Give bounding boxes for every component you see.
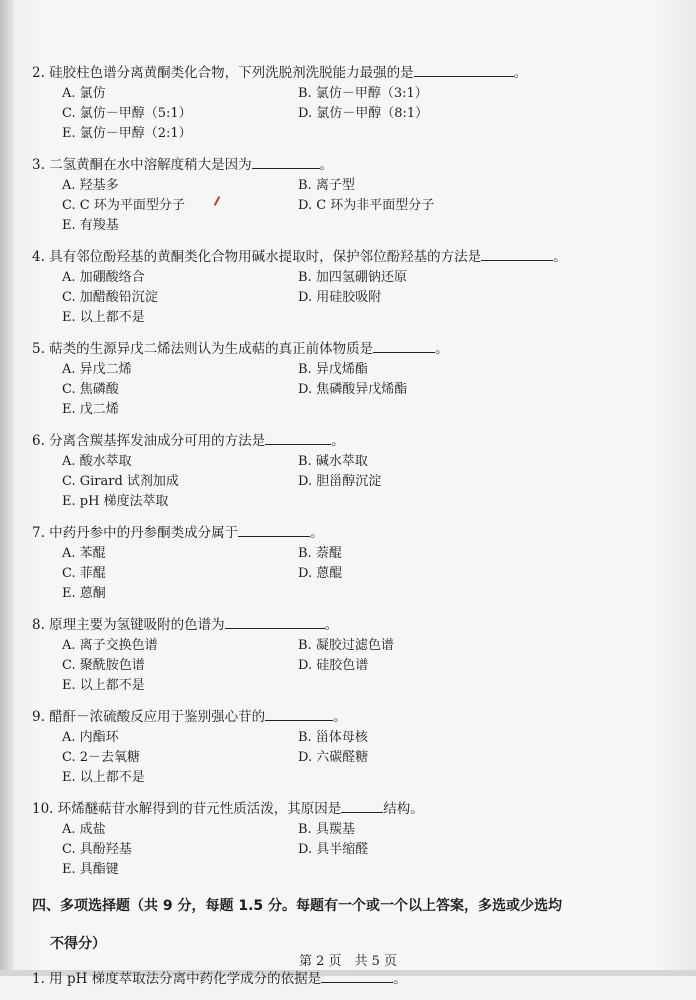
option-c: C. Girard 试剂加成: [62, 474, 179, 489]
option-d: D. 胆甾醇沉淀: [298, 474, 382, 489]
answer-blank: [414, 62, 514, 77]
options: [62, 84, 672, 144]
option-a: A. 离子交换色谱: [62, 638, 158, 653]
options: [62, 268, 672, 328]
answer-blank: [238, 522, 310, 537]
question-stem: 1. 用 pH 梯度萃取法分离中药化学成分的依据是: [32, 971, 322, 987]
question-list: [32, 62, 672, 1000]
options: [62, 544, 672, 604]
answer-blank: [225, 614, 325, 629]
option-e: E. 戊二烯: [62, 402, 119, 417]
option-c: C. 加醋酸铅沉淀: [62, 290, 158, 305]
question-9: 9. 醋酐－浓硫酸反应用于鉴别强心苷的 。 A. 内酯环 B. 甾体母核 C. 2－去氧糖 D. 六碳醛糖 E. 以上都不是: [32, 706, 672, 788]
option-a: A. 异戊二烯: [62, 362, 132, 377]
option-d: D. C 环为非平面型分子: [298, 198, 435, 213]
answer-blank: [265, 706, 333, 721]
scan-edge-left: [0, 0, 14, 976]
option-c: C. 焦磷酸: [62, 382, 119, 397]
option-a: A. 成盐: [62, 822, 106, 837]
question-7: 7. 中药丹参中的丹参酮类成分属于 。 A. 苯醌 B. 萘醌 C. 菲醌 D. 蒽醌 E. 蒽酮: [32, 522, 672, 604]
option-e: E. 氯仿－甲醇（2:1）: [62, 126, 192, 141]
option-e: E. 有羧基: [62, 218, 119, 233]
question-2: 2. 硅胶柱色谱分离黄酮类化合物，下列洗脱剂洗脱能力最强的是 。 A. 氯仿 B. 氯仿－甲醇（3:1） C. 氯仿－甲醇（5:1） D. 氯仿－甲醇（8:1） E. 氯仿－甲醇（2:1）: [32, 62, 672, 144]
section-heading-continued: 不得分）: [50, 936, 106, 952]
option-b: B. 离子型: [298, 178, 355, 193]
option-d: D. 焦磷酸异戊烯酯: [298, 382, 408, 397]
option-a: A. 内酯环: [62, 730, 119, 745]
question-stem: 9. 醋酐－浓硫酸反应用于鉴别强心苷的: [32, 709, 266, 725]
option-e: E. pH 梯度法萃取: [62, 494, 169, 509]
page-footer: 第 2 页 共 5 页: [298, 954, 398, 969]
answer-blank: [252, 154, 320, 169]
option-b: B. 甾体母核: [298, 730, 368, 745]
answer-blank: [481, 246, 553, 261]
option-e: E. 具酯键: [62, 862, 119, 877]
options: [62, 728, 672, 788]
multi-question-1: 1. 用 pH 梯度萃取法分离中药化学成分的依据是 。: [32, 968, 672, 990]
question-5: 5. 萜类的生源异戊二烯法则认为生成萜的真正前体物质是 。 A. 异戊二烯 B. 异戊烯酯 C. 焦磷酸 D. 焦磷酸异戊烯酯 E. 戊二烯: [32, 338, 672, 420]
question-stem: 4. 具有邻位酚羟基的黄酮类化合物用碱水提取时，保护邻位酚羟基的方法是: [32, 249, 482, 265]
option-d: D. 蒽醌: [298, 566, 343, 581]
option-b: B. 凝胶过滤色谱: [298, 638, 394, 653]
option-e: E. 以上都不是: [62, 770, 145, 785]
question-stem: 7. 中药丹参中的丹参酮类成分属于: [32, 525, 239, 541]
section-heading: 四、多项选择题（共 9 分，每题 1.5 分。每题有一个或一个以上答案，多选或少选均: [32, 898, 563, 914]
question-stem: 2. 硅胶柱色谱分离黄酮类化合物，下列洗脱剂洗脱能力最强的是: [32, 65, 414, 81]
question-stem: 3. 二氢黄酮在水中溶解度稍大是因为: [32, 157, 252, 173]
option-b: B. 萘醌: [298, 546, 342, 561]
option-a: A. 加硼酸络合: [62, 270, 145, 285]
option-d: D. 氯仿－甲醇（8:1）: [298, 106, 429, 121]
option-b: B. 碱水萃取: [298, 454, 368, 469]
option-a: A. 羟基多: [62, 178, 119, 193]
option-c: C. C 环为平面型分子: [62, 198, 185, 213]
option-b: B. 氯仿－甲醇（3:1）: [298, 86, 428, 101]
question-stem: 8. 原理主要为氢键吸附的色谱为: [32, 617, 225, 633]
option-c: C. 具酚羟基: [62, 842, 132, 857]
question-4: 4. 具有邻位酚羟基的黄酮类化合物用碱水提取时，保护邻位酚羟基的方法是 。 A. 加硼酸络合 B. 加四氢硼钠还原 C. 加醋酸铅沉淀 D. 用硅胶吸附 E. 以上都不是: [32, 246, 672, 328]
question-stem: 5. 萜类的生源异戊二烯法则认为生成萜的真正前体物质是: [32, 341, 374, 357]
option-a: A. 酸水萃取: [62, 454, 132, 469]
question-8: 8. 原理主要为氢键吸附的色谱为 。 A. 离子交换色谱 B. 凝胶过滤色谱 C. 聚酰胺色谱 D. 硅胶色谱 E. 以上都不是: [32, 614, 672, 696]
option-e: E. 以上都不是: [62, 678, 145, 693]
option-b: B. 加四氢硼钠还原: [298, 270, 407, 285]
question-6: 6. 分离含羰基挥发油成分可用的方法是 。 A. 酸水萃取 B. 碱水萃取 C. Girard 试剂加成 D. 胆甾醇沉淀 E. pH 梯度法萃取: [32, 430, 672, 512]
option-d: D. 具半缩醛: [298, 842, 369, 857]
answer-blank: [373, 338, 435, 353]
answer-blank: [265, 430, 331, 445]
option-b: B. 具羰基: [298, 822, 355, 837]
answer-blank: [341, 798, 383, 813]
question-stem: 10. 环烯醚萜苷水解得到的苷元性质活泼，其原因是: [32, 801, 342, 817]
option-d: D. 六碳醛糖: [298, 750, 369, 765]
options: [62, 636, 672, 696]
option-e: E. 蒽酮: [62, 586, 106, 601]
option-d: D. 用硅胶吸附: [298, 290, 382, 305]
option-c: C. 2－去氧糖: [62, 750, 141, 765]
option-b: B. 异戊烯酯: [298, 362, 368, 377]
option-a: A. 氯仿: [62, 86, 106, 101]
options: [62, 452, 672, 512]
options: [62, 360, 672, 420]
options: [62, 820, 672, 880]
option-e: E. 以上都不是: [62, 310, 145, 325]
question-10: 10. 环烯醚萜苷水解得到的苷元性质活泼，其原因是 结构。 A. 成盐 B. 具羰基 C. 具酚羟基 D. 具半缩醛 E. 具酯键: [32, 798, 672, 880]
option-c: C. 氯仿－甲醇（5:1）: [62, 106, 192, 121]
question-3: 3. 二氢黄酮在水中溶解度稍大是因为 。 A. 羟基多 B. 离子型 C. C 环为平面型分子 D. C 环为非平面型分子 E. 有羧基: [32, 154, 672, 236]
option-a: A. 苯醌: [62, 546, 106, 561]
option-c: C. 菲醌: [62, 566, 106, 581]
options: [62, 176, 672, 236]
question-stem: 6. 分离含羰基挥发油成分可用的方法是: [32, 433, 266, 449]
option-d: D. 硅胶色谱: [298, 658, 369, 673]
option-c: C. 聚酰胺色谱: [62, 658, 145, 673]
